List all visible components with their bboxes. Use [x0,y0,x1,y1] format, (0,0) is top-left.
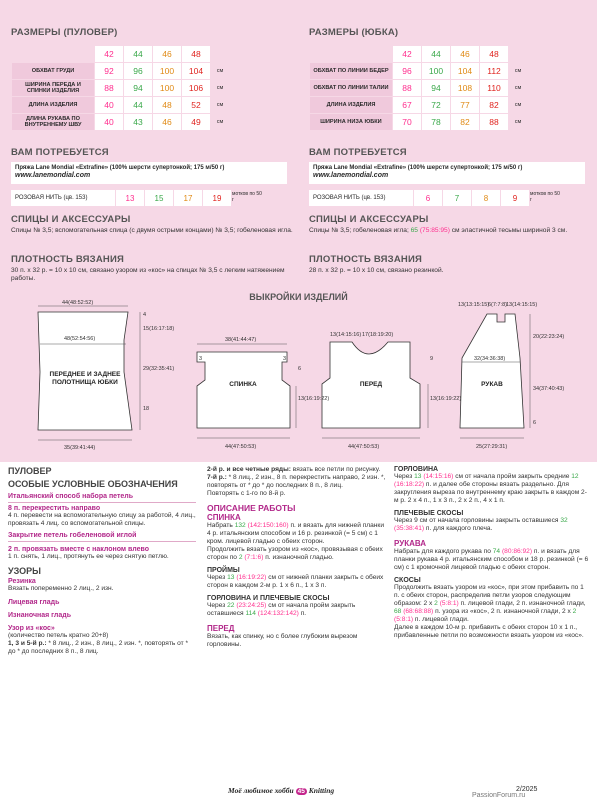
skirt-side3-dim: 29(32:35:41) [143,366,175,372]
need-title-right: ВАМ ПОТРЕБУЕТСЯ [309,147,407,158]
needles-title-left: СПИЦЫ И АКСЕССУАРЫ [11,214,131,225]
footer [0,784,597,800]
density-text-right: 28 п. х 32 р. = 10 х 10 см, связано резинкой. [309,267,444,274]
sleeve-bot-dim: 25(27:29:31) [476,444,508,450]
skirt-sizes-table: 42 44 46 48 ОБХВАТ ПО ЛИНИИ БЕДЕР 96 100 104 112 см ОБХВАТ ПО ЛИНИИ ТАЛИИ 88 94 108 110 см ДЛИНА ИЗДЕЛИЯ 67 72 77 82 см ШИРИНА НИЗА ЮБКИ 70 78 82 88 см [309,45,528,131]
patterns-diagram [0,300,597,460]
density-title-right: ПЛОТНОСТЬ ВЯЗАНИЯ [309,254,423,265]
yarn-row-left: РОЗОВАЯ НИТЬ (цв. 153) 13 15 17 19 мотков по 50 г [11,190,262,206]
back-side2-dim: 6 [298,366,302,372]
back-bot-dim: 44(47:50:53) [225,444,257,450]
back-panel-shape [197,352,290,428]
page-number: 45 [297,788,305,795]
watermark: PassionForum.ru [472,792,526,799]
skirt-side2-dim: 15(16:17:18) [143,326,175,332]
issue-number: 2/2025 [516,786,538,793]
back-top-dim: 38(41:44:47) [225,337,257,343]
needles-title-right: СПИЦЫ И АКСЕССУАРЫ [309,214,429,225]
column-1: ПУЛОВЕР ОСОБЫЕ УСЛОВНЫЕ ОБОЗНАЧЕНИЯ Итальянский способ набора петель 8 п. перекрестить направо 4 п. перевести на вспомогательную спицу за работой, 4 лиц., провязать 4 лиц. со вспомогательной спицы. Закрытие петель гобеленовой иглой 2 п. провязать вместе с наклоном влево 1 п. снять, 1 лиц., протянуть ее через снятую петлю. УЗОРЫ Резинка Вязать попеременно 2 лиц., 2 изн. Лицевая гладь Изнаночная гладь Узор из «кос» (количество петель кратно 20+8) 1, 3 и 5-й р.: * 8 лиц., 2 изн., 8 лиц., 2 изн. *, повторять от * до * до последних 8 п., 8 лиц. [8,466,196,655]
sleeve-top2-dim: 6(7:7:8) [488,302,507,308]
sleeve-panel-shape [460,314,524,428]
sleeve-side2-dim: 34(37:40:43) [533,386,565,392]
skirt-top-dim: 44(48:52:52) [62,300,94,306]
need-title-left: ВАМ ПОТРЕБУЕТСЯ [11,147,109,158]
magazine-title: Моё любимое хобби 45 Knitting [228,786,335,795]
back-right-dim: 3 [283,356,287,362]
needles-text-left: Спицы № 3,5; вспомогательная спица (с двумя острыми концами) № 3,5; гобеленовая игла. [11,227,293,234]
sleeve-top-dim: 13(13:15:15) [458,302,490,308]
front-side2-dim: 9 [430,356,434,362]
front-top2-dim: 17(18:19:20) [362,332,394,338]
sleeve-label: РУКАВ [481,381,503,388]
skirt-mid-dim: 48(52:54:56) [64,336,96,342]
back-side-dim: 13(16:19:22) [298,396,330,402]
sleeve-top3-dim: 13(14:15:15) [506,302,538,308]
patterns-title: ВЫКРОЙКИ ИЗДЕЛИЙ [249,292,348,302]
yarn-row-right: РОЗОВАЯ НИТЬ (цв. 153) 6 7 8 9 мотков по 50 г [309,190,560,206]
front-top1-dim: 13(14:15:16) [330,332,362,338]
yarn-info-left: Пряжа Lane Mondial «Extrafine» (100% шерсти супертонкой; 175 м/50 г) www.lanemondial.com [11,162,287,184]
skirt-side4-dim: 18 [143,406,150,412]
skirt-bot-dim: 35(39:41:44) [64,445,96,451]
pullover-sizes-title: РАЗМЕРЫ (ПУЛОВЕР) [11,27,118,38]
back-label: СПИНКА [229,381,257,388]
sleeve-side3-dim: 6 [533,420,537,426]
skirt-sizes-title: РАЗМЕРЫ (ЮБКА) [309,27,399,38]
back-left-dim: 3 [199,356,203,362]
skirt-label-1: ПЕРЕДНЕЕ И ЗАДНЕЕ [49,371,121,378]
column-2: 2-й р. и все четные ряды: вязать все петли по рисунку. 7-й р.: * 8 лиц., 2 изн., 8 п. перекрестить направо, 2 изн. *, повторять от * до * до последних 8 п., 8 лиц. Повторять с 1-го по 8-й р. ОПИСАНИЕ РАБОТЫ СПИНКА Набрать 132 (142:150:160) п. и вязать для нижней планки 4 р. итальянским способом и 16 р. резинкой (= 5 см) с 1 кром. лицевой гладью с обеих сторон. Продолжить вязать узором из «кос», провязывая с обеих сторон по 2 (7:1:6) п. изнаночной гладью. ПРОЙМЫ Через 13 (16:19:22) см от нижней планки закрыть с обеих сторон в каждом 2-м р. 1 х 6 п., 1 х 3 п. ГОРЛОВИНА И ПЛЕЧЕВЫЕ СКОСЫ Через 22 (23:24:25) см от начала пройм закрыть оставшиеся 114 (124:132:142) п. ПЕРЕД Вязать, как спинку, но с более глубоким вырезом горловины. [207,466,386,648]
front-side-dim: 13(16:19:22) [430,396,462,402]
pullover-sizes-table: 42 44 46 48 ОБХВАТ ГРУДИ 92 96 100 104 см ШИРИНА ПЕРЕДА И СПИНКИ ИЗДЕЛИЯ 88 94 100 106 см ДЛИНА ИЗДЕЛИЯ 40 44 48 52 см ДЛИНА РУКАВА ПО ВНУТРЕННЕМУ ШВУ 40 43 46 49 см [11,45,230,131]
skirt-side1-dim: 4 [143,312,147,318]
skirt-label-2: ПОЛОТНИЩА ЮБКИ [52,379,118,386]
front-bot-dim: 44(47:50:53) [348,444,380,450]
sleeve-mid-dim: 32(34:36:38) [474,356,506,362]
sleeve-side1-dim: 20(22:23:24) [533,334,565,340]
density-text-left: 30 п. х 32 р. = 10 х 10 см, связано узором из «кос» на спицах № 3,5 с легким натяжением работы. [11,267,285,283]
density-title-left: ПЛОТНОСТЬ ВЯЗАНИЯ [11,254,125,265]
front-label: ПЕРЕД [359,381,383,388]
yarn-info-right: Пряжа Lane Mondial «Extrafine» (100% шерсти супертонкой; 175 м/50 г) www.lanemondial.com [309,162,585,184]
needles-text-right: Спицы № 3,5; гобеленовая игла; 65 (75:85:95) см эластичной тесьмы шириной 3 см. [309,227,568,234]
column-3: ГОРЛОВИНА Через 13 (14:15:16) см от начала пройм закрыть средние 12 (16:18:22) п. и далее обе стороны вязать раздельно. Для закругления выреза по внутреннему краю закрыть в каждом 2-м р. 2 х 4 п., 1 х 3 п., 2 х 2 п., 4 х 1 п. ПЛЕЧЕВЫЕ СКОСЫ Через 9 см от начала горловины закрыть оставшиеся 32 (35:38:41) п. для каждого плеча. РУКАВА Набрать для каждого рукава по 74 (80:86:92) п. и вязать для планки рукава 4 р. итальянским способом и 18 р. резинкой (= 6 см) с 1 кромочной лицевой гладью с обеих сторон. СКОСЫ Продолжить вязать узором из «кос», при этом прибавить по 1 п. с обеих сторон, распределив петли узоров следующим образом: 2 х 2 (5:8:1) п. лицевой глади, 2 п. изнаночной глади, 68 (68:68:88) п. узора из «кос», 2 п. изнаночной глади, 2 х 2 (5:8:1) п. лицевой глади. Далее в каждом 10-м р. прибавить с обеих сторон 10 х 1 п., прибавленные петли по возможности вязать узором из «кос». [394,466,589,639]
